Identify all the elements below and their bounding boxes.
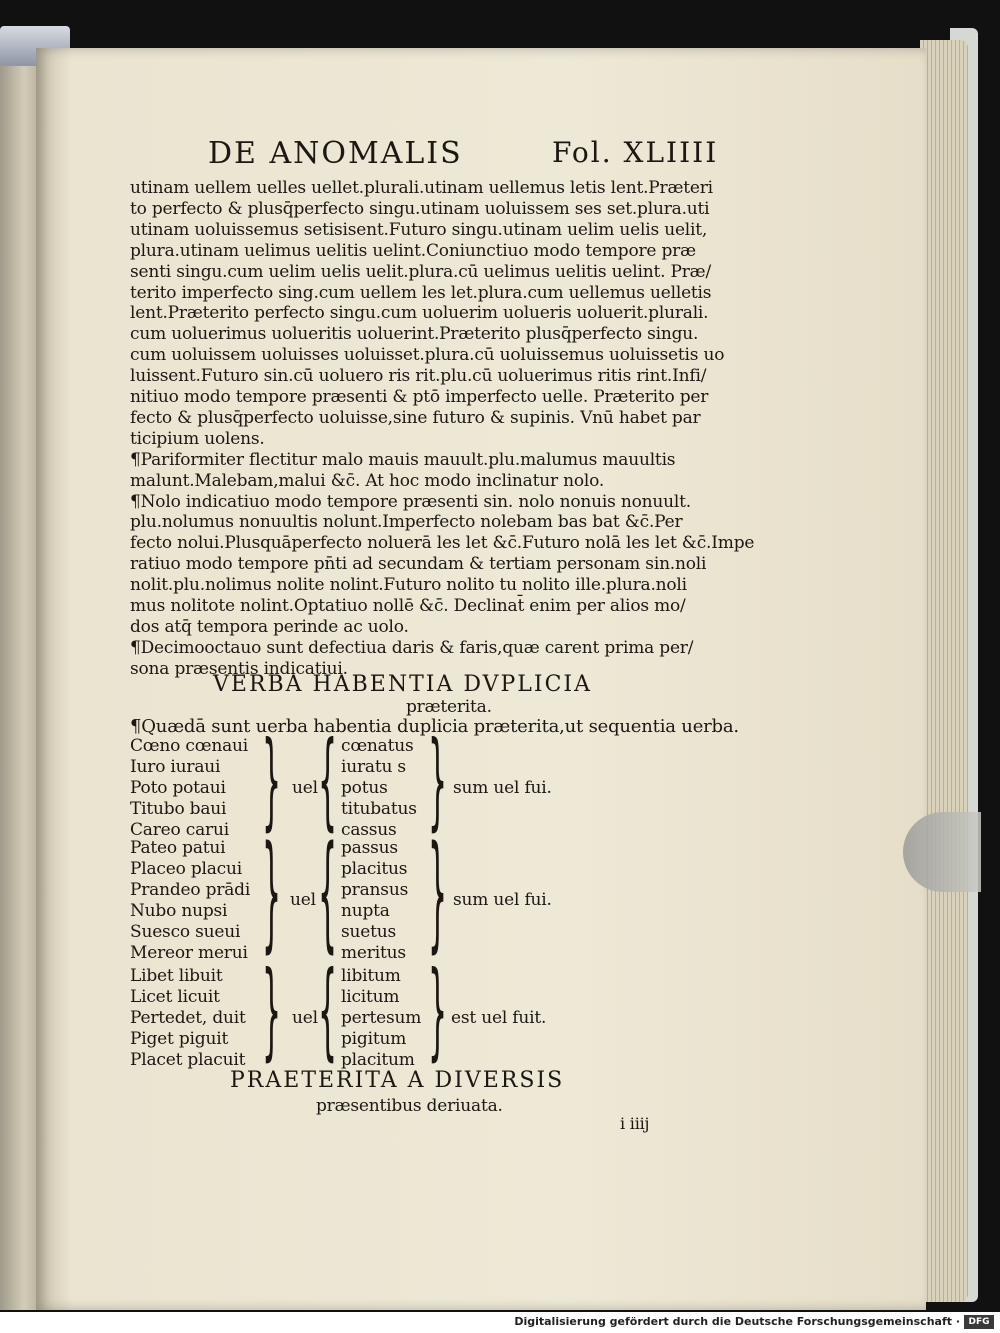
body-line: fecto & plusq̄perfecto uoluisse,sine futuro & supinis. Vnū habet par <box>130 407 701 428</box>
verb-participle: licitum <box>341 987 400 1007</box>
folio-number: Fol. XLIIII <box>552 136 719 169</box>
signature-mark: i iiij <box>620 1114 650 1133</box>
body-line: ratiuo modo tempore pn̄ti ad secundam & tertiam personam sin.noli <box>130 554 707 575</box>
verb-present: Licet licuit <box>130 987 220 1007</box>
body-line: fecto nolui.Plusquāperfecto noluerā les let &c̄.Futuro nolā les let &c̄.Impe <box>130 533 755 554</box>
section-title-2: PRAETERITA A DIVERSIS <box>230 1068 565 1093</box>
body-line: cum uoluissem uoluisses uoluisset.plura.cū uoluissemus uoluissetis uo <box>130 345 725 366</box>
verb-participle: potus <box>341 778 388 798</box>
body-line: luissent.Futuro sin.cū uoluero ris rit.plu.cū uoluerimus ritis rint.Infi/ <box>130 366 707 387</box>
verb-present: Nubo nupsi <box>130 901 228 921</box>
body-line: nitiuo modo tempore præsenti & ptō imperfecto uelle. Præterito per <box>130 387 709 407</box>
right-brace-icon: } <box>428 951 448 1074</box>
verb-present: Pateo patui <box>130 838 226 858</box>
left-page-sliver <box>0 40 40 1310</box>
section-subtitle: præterita. <box>406 697 492 717</box>
right-brace-icon: } <box>428 821 448 969</box>
verb-present: Iuro iuraui <box>130 757 221 777</box>
body-line: malunt.Malebam,malui &c̄. At hoc modo inclinatur nolo. <box>130 470 605 491</box>
right-brace-icon: } <box>262 721 282 844</box>
verb-participle: iuratu s <box>341 757 406 777</box>
verb-present: Prandeo prādi <box>130 880 251 900</box>
verb-participle: passus <box>341 838 398 858</box>
body-line: lent.Præterito perfecto singu.cum uoluerim uolueris uoluerit.plurali. <box>130 303 709 324</box>
page-edges <box>920 40 968 1302</box>
verb-participle: libitum <box>341 966 401 986</box>
section-title: VERBA HABENTIA DVPLICIA <box>213 672 593 697</box>
connector-word: uel <box>292 777 318 798</box>
verb-participle: pigitum <box>341 1029 407 1049</box>
verb-participle: pertesum <box>341 1008 422 1028</box>
connector-word: uel <box>290 890 316 910</box>
body-line: terito imperfecto sing.cum uellem les let.plura.cum uellemus uelletis <box>130 282 712 303</box>
verb-present: Poto potaui <box>130 778 226 798</box>
right-brace-icon: } <box>262 951 282 1074</box>
verb-participle: meritus <box>341 943 406 963</box>
footer-bar <box>0 1312 1000 1333</box>
body-line: ¶Decimooctauo sunt defectiua daris & faris,quæ carent prima per/ <box>130 637 694 658</box>
body-line: mus nolitote nolint.Optatiuo nollē &c̄. Declinat̄ enim per alios mo/ <box>130 596 686 616</box>
verb-present: Placet placuit <box>130 1050 246 1070</box>
result-phrase: sum uel fui. <box>453 890 552 910</box>
verb-present: Careo carui <box>130 820 229 840</box>
dfg-logo: DFG <box>964 1315 994 1329</box>
verb-present: Mereor merui <box>130 943 248 963</box>
body-line: utinam uoluissemus setisisent.Futuro singu.utinam uelim uelis uelit, <box>130 219 708 240</box>
verb-participle: cassus <box>341 820 397 840</box>
body-line: plu.nolumus nonuultis nolunt.Imperfecto nolebam bas bat &c̄.Per <box>130 512 683 533</box>
body-line: dos atq̄ tempora perinde ac uolo. <box>130 616 409 637</box>
body-line: ¶Pariformiter flectitur malo mauis mauult.plu.malumus mauultis <box>130 449 676 470</box>
body-line: nolit.plu.nolimus nolite nolint.Futuro nolito tu nolito ille.plura.noli <box>130 575 687 596</box>
right-brace-icon: } <box>262 821 282 969</box>
body-line: sona præsentis indicatiui. <box>130 658 348 679</box>
body-line: cum uoluerimus uolueritis uoluerint.Præterito plusq̄perfecto singu. <box>130 324 699 345</box>
left-brace-icon: { <box>318 821 338 969</box>
verb-present: Cœno cœnaui <box>130 736 249 756</box>
footer-credit: Digitalisierung gefördert durch die Deutsche Forschungsgemeinschaft · <box>514 1315 960 1328</box>
right-brace-icon: } <box>428 721 448 844</box>
body-line: senti singu.cum uelim uelis uelit.plura.cū uelimus uelitis uelint. Præ/ <box>130 261 711 282</box>
left-brace-icon: { <box>318 951 338 1074</box>
verb-participle: suetus <box>341 922 397 942</box>
body-line: ticipium uolens. <box>130 428 265 449</box>
verb-participle: pransus <box>341 880 409 900</box>
verb-present: Pertedet, duit <box>130 1008 246 1028</box>
verb-participle: nupta <box>341 901 390 921</box>
running-title: DE ANOMALIS <box>208 136 463 171</box>
result-phrase: sum uel fui. <box>453 777 552 798</box>
section-subtitle-2: præsentibus deriuata. <box>316 1096 503 1116</box>
body-line: plura.utinam uelimus uelitis uelint.Coniunctiuo modo tempore præ <box>130 240 696 261</box>
connector-word: uel <box>292 1007 318 1028</box>
verb-participle: placitum <box>341 1050 415 1070</box>
verb-participle: placitus <box>341 859 408 879</box>
body-line: ¶Nolo indicatiuo modo tempore præsenti sin. nolo nonuis nonuult. <box>130 491 691 512</box>
page-clip <box>903 812 981 892</box>
verb-present: Placeo placui <box>130 859 242 879</box>
verb-present: Piget piguit <box>130 1029 229 1049</box>
left-brace-icon: { <box>318 721 338 844</box>
verb-participle: titubatus <box>341 799 417 819</box>
verb-present: Libet libuit <box>130 966 223 986</box>
result-phrase: est uel fuit. <box>451 1007 547 1028</box>
section-intro: ¶Quædā sunt uerba habentia duplicia præterita,ut sequentia uerba. <box>130 716 739 737</box>
verb-participle: cœnatus <box>341 736 414 756</box>
verb-present: Titubo baui <box>130 799 227 819</box>
body-line: utinam uellem uelles uellet.plurali.utinam uellemus letis lent.Præteri <box>130 178 713 198</box>
verb-present: Suesco sueui <box>130 922 241 942</box>
body-line: to perfecto & plusq̄perfecto singu.utinam uoluissem ses set.plura.uti <box>130 198 710 219</box>
